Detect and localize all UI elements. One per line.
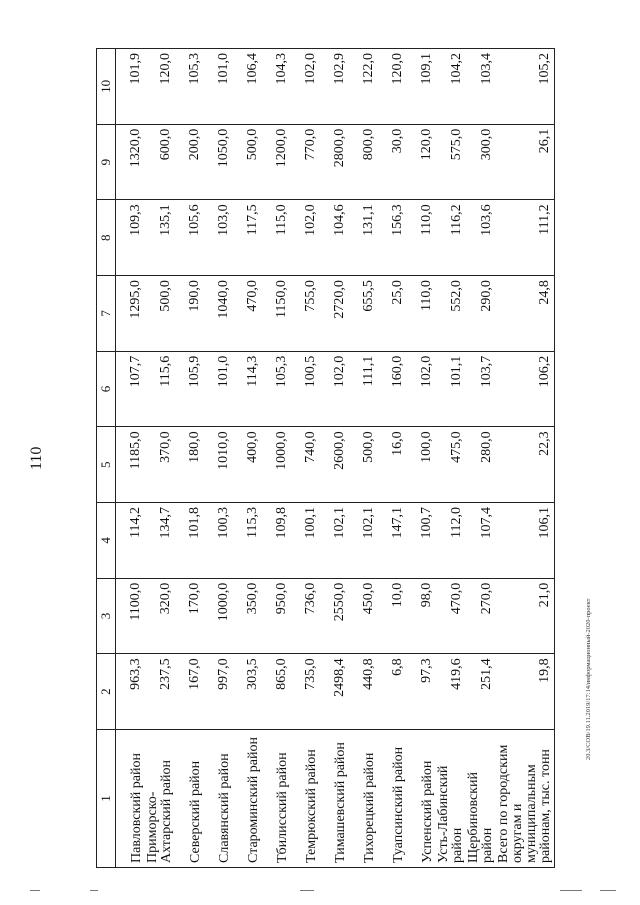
column-header: 1 — [97, 730, 116, 868]
table-cell: 1010,0 — [204, 427, 233, 503]
table-cell: 103,4 — [466, 49, 496, 125]
table-cell: 101,0 — [204, 351, 233, 427]
table-cell: 190,0 — [175, 276, 204, 352]
table-cell: 101,8 — [175, 503, 204, 579]
table-row — [175, 49, 204, 868]
table-cell: 109,8 — [262, 503, 291, 579]
table-cell: 1000,0 — [204, 578, 233, 654]
table-cell: 303,5 — [233, 654, 262, 730]
table-cell: 105,3 — [175, 49, 204, 125]
row-label: Туапсинский район — [378, 730, 407, 868]
table-cell: 104,6 — [320, 200, 349, 276]
row-label: Павловский район — [116, 730, 146, 868]
table-cell: 120,0 — [145, 49, 175, 125]
table-cell: 997,0 — [204, 654, 233, 730]
row-label: Тимашевский район — [320, 730, 349, 868]
row-label: Приморско-Ахтарский район — [145, 730, 175, 868]
table-cell: 102,0 — [320, 351, 349, 427]
table-cell: 30,0 — [378, 124, 407, 200]
table-cell: 2550,0 — [320, 578, 349, 654]
table-cell: 104,3 — [262, 49, 291, 125]
table-cell: 370,0 — [145, 427, 175, 503]
table-cell: 100,3 — [204, 503, 233, 579]
table-cell: 101,9 — [116, 49, 146, 125]
table-row — [407, 49, 436, 868]
table-cell: 950,0 — [262, 578, 291, 654]
table-cell: 101,0 — [204, 49, 233, 125]
table-cell: 755,0 — [291, 276, 320, 352]
column-header: 5 — [97, 427, 116, 503]
table-row — [204, 49, 233, 868]
table-cell: 251,4 — [466, 654, 496, 730]
table-cell: 865,0 — [262, 654, 291, 730]
column-header: 9 — [97, 124, 116, 200]
table-cell: 2498,4 — [320, 654, 349, 730]
table-cell: 290,0 — [466, 276, 496, 352]
table-cell: 105,3 — [262, 351, 291, 427]
row-label: Северский район — [175, 730, 204, 868]
table-cell: 600,0 — [145, 124, 175, 200]
table-cell: 102,1 — [320, 503, 349, 579]
data-table — [96, 48, 555, 868]
table-cell: 147,1 — [378, 503, 407, 579]
row-label: Темрюкский район — [291, 730, 320, 868]
rotated-table-container — [96, 48, 553, 868]
table-cell: 117,5 — [233, 200, 262, 276]
table-cell: 270,0 — [466, 578, 496, 654]
table-cell: 116,2 — [436, 200, 466, 276]
table-row — [496, 49, 555, 868]
table-cell: 350,0 — [233, 578, 262, 654]
table-cell: 19,8 — [496, 654, 555, 730]
table-cell: 105,2 — [496, 49, 555, 125]
table-row — [262, 49, 291, 868]
table-cell: 111,1 — [349, 351, 378, 427]
table-row — [378, 49, 407, 868]
table-cell: 1040,0 — [204, 276, 233, 352]
table-cell: 109,1 — [407, 49, 436, 125]
table-cell: 112,0 — [436, 503, 466, 579]
table-row — [436, 49, 466, 868]
table-cell: 107,4 — [466, 503, 496, 579]
row-label: Успенский район — [407, 730, 436, 868]
table-cell: 180,0 — [175, 427, 204, 503]
table-cell: 735,0 — [291, 654, 320, 730]
table-cell: 135,1 — [145, 200, 175, 276]
table-cell: 280,0 — [466, 427, 496, 503]
table-cell: 16,0 — [378, 427, 407, 503]
table-header-row — [97, 49, 116, 868]
table-cell: 103,0 — [204, 200, 233, 276]
table-cell: 106,4 — [233, 49, 262, 125]
page-number: 110 — [28, 446, 45, 470]
table-cell: 320,0 — [145, 578, 175, 654]
column-header: 3 — [97, 578, 116, 654]
table-cell: 1295,0 — [116, 276, 146, 352]
column-header: 8 — [97, 200, 116, 276]
table-cell: 115,3 — [233, 503, 262, 579]
table-cell: 552,0 — [436, 276, 466, 352]
table-cell: 156,3 — [378, 200, 407, 276]
table-cell: 120,0 — [378, 49, 407, 125]
table-cell: 167,0 — [175, 654, 204, 730]
table-cell: 1000,0 — [262, 427, 291, 503]
row-label: Усть-Лабинский район — [436, 730, 466, 868]
table-cell: 1050,0 — [204, 124, 233, 200]
table-cell: 109,3 — [116, 200, 146, 276]
row-label: Щербиновский район — [466, 730, 496, 868]
table-cell: 740,0 — [291, 427, 320, 503]
row-label: Славянский район — [204, 730, 233, 868]
table-cell: 100,1 — [291, 503, 320, 579]
table-cell: 1100,0 — [116, 578, 146, 654]
table-cell: 102,0 — [407, 351, 436, 427]
table-cell: 106,1 — [496, 503, 555, 579]
table-cell: 26,1 — [496, 124, 555, 200]
table-cell: 655,5 — [349, 276, 378, 352]
table-cell: 500,0 — [233, 124, 262, 200]
table-cell: 114,2 — [116, 503, 146, 579]
table-cell: 1200,0 — [262, 124, 291, 200]
table-cell: 103,7 — [466, 351, 496, 427]
table-cell: 100,0 — [407, 427, 436, 503]
table-cell: 103,6 — [466, 200, 496, 276]
table-cell: 24,8 — [496, 276, 555, 352]
row-label: Староминский район — [233, 730, 262, 868]
table-cell: 110,0 — [407, 276, 436, 352]
table-cell: 1150,0 — [262, 276, 291, 352]
table-cell: 102,0 — [291, 49, 320, 125]
table-cell: 2800,0 — [320, 124, 349, 200]
column-header: 7 — [97, 276, 116, 352]
row-label: Тихорецкий район — [349, 730, 378, 868]
table-cell: 100,5 — [291, 351, 320, 427]
table-cell: 100,7 — [407, 503, 436, 579]
table-cell: 25,0 — [378, 276, 407, 352]
table-cell: 105,6 — [175, 200, 204, 276]
table-cell: 115,6 — [145, 351, 175, 427]
scan-artifacts — [0, 884, 640, 904]
table-cell: 120,0 — [407, 124, 436, 200]
table-cell: 1185,0 — [116, 427, 146, 503]
table-cell: 400,0 — [233, 427, 262, 503]
table-cell: 440,8 — [349, 654, 378, 730]
column-header: 10 — [97, 49, 116, 125]
footer-text: 20.3/СОВ/19.11.2019/17:14/информационный-2020-проект — [585, 598, 592, 760]
table-cell: 21,0 — [496, 578, 555, 654]
table-cell: 10,0 — [378, 578, 407, 654]
table-cell: 101,1 — [436, 351, 466, 427]
table-row — [145, 49, 175, 868]
table-cell: 419,6 — [436, 654, 466, 730]
table-row — [466, 49, 496, 868]
table-cell: 500,0 — [145, 276, 175, 352]
column-header: 2 — [97, 654, 116, 730]
table-cell: 102,0 — [291, 200, 320, 276]
table-cell: 470,0 — [233, 276, 262, 352]
table-cell: 500,0 — [349, 427, 378, 503]
table-row — [291, 49, 320, 868]
table-cell: 97,3 — [407, 654, 436, 730]
table-row — [320, 49, 349, 868]
table-body — [116, 49, 555, 868]
table-cell: 770,0 — [291, 124, 320, 200]
table-cell: 300,0 — [466, 124, 496, 200]
table-cell: 736,0 — [291, 578, 320, 654]
table-cell: 107,7 — [116, 351, 146, 427]
table-cell: 111,2 — [496, 200, 555, 276]
table-cell: 102,9 — [320, 49, 349, 125]
table-cell: 160,0 — [378, 351, 407, 427]
table-cell: 200,0 — [175, 124, 204, 200]
table-cell: 2720,0 — [320, 276, 349, 352]
table-cell: 22,3 — [496, 427, 555, 503]
table-cell: 575,0 — [436, 124, 466, 200]
table-cell: 114,3 — [233, 351, 262, 427]
table-cell: 110,0 — [407, 200, 436, 276]
table-row — [349, 49, 378, 868]
table-cell: 122,0 — [349, 49, 378, 125]
table-cell: 2600,0 — [320, 427, 349, 503]
column-header: 6 — [97, 351, 116, 427]
table-cell: 6,8 — [378, 654, 407, 730]
table-row — [233, 49, 262, 868]
table-cell: 131,1 — [349, 200, 378, 276]
table-cell: 115,0 — [262, 200, 291, 276]
table-cell: 470,0 — [436, 578, 466, 654]
table-cell: 1320,0 — [116, 124, 146, 200]
table-cell: 134,7 — [145, 503, 175, 579]
table-cell: 105,9 — [175, 351, 204, 427]
table-cell: 450,0 — [349, 578, 378, 654]
table-cell: 237,5 — [145, 654, 175, 730]
table-cell: 963,3 — [116, 654, 146, 730]
table-row — [116, 49, 146, 868]
table-cell: 98,0 — [407, 578, 436, 654]
row-label: Всего по городским округам и муниципальным районам, тыс. тонн — [496, 730, 555, 868]
table-cell: 102,1 — [349, 503, 378, 579]
column-header: 4 — [97, 503, 116, 579]
table-cell: 475,0 — [436, 427, 466, 503]
table-cell: 800,0 — [349, 124, 378, 200]
table-cell: 106,2 — [496, 351, 555, 427]
row-label: Тбилисский район — [262, 730, 291, 868]
table-cell: 104,2 — [436, 49, 466, 125]
table-cell: 170,0 — [175, 578, 204, 654]
